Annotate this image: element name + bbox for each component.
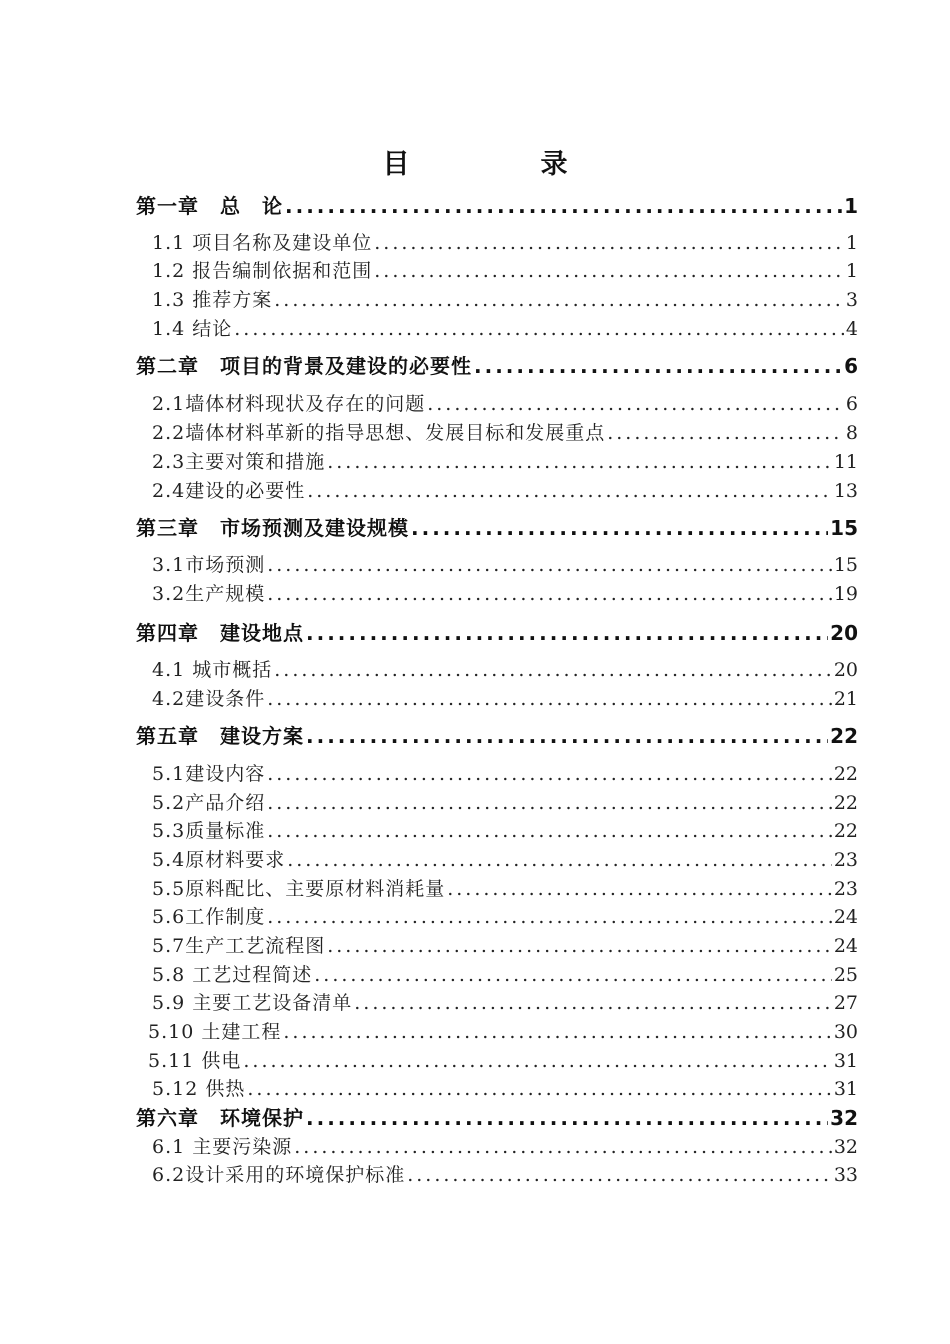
- toc-section-entry[interactable]: [152, 759, 858, 786]
- toc-chapter-entry[interactable]: [136, 1102, 858, 1131]
- toc-section-entry[interactable]: [152, 550, 858, 577]
- toc-entry-label: 5.8 工艺过程简述: [152, 964, 313, 986]
- toc-section-entry[interactable]: [152, 988, 858, 1015]
- dot-leader: [247, 1078, 831, 1100]
- toc-section-entry[interactable]: [152, 285, 858, 312]
- dot-leader: [307, 480, 832, 502]
- dot-leader: [267, 583, 832, 605]
- toc-entry-label: 5.7生产工艺流程图: [152, 935, 326, 957]
- dot-leader: [267, 688, 832, 710]
- toc-entry-label: 2.3主要对策和措施: [152, 451, 326, 473]
- dot-leader: [411, 516, 828, 540]
- toc-page-number: 24: [833, 906, 858, 928]
- dot-leader: [267, 906, 832, 928]
- toc-section-entry[interactable]: [152, 476, 858, 503]
- toc-section-entry[interactable]: [152, 655, 858, 682]
- toc-section-entry[interactable]: [152, 684, 858, 711]
- dot-leader: [274, 289, 844, 311]
- toc-entry-label: 2.1墙体材料现状及存在的问题: [152, 393, 426, 415]
- dot-leader: [374, 260, 844, 282]
- toc-page-number: 21: [833, 688, 858, 710]
- dot-leader: [285, 194, 842, 218]
- toc-page-number: 33: [833, 1164, 858, 1186]
- toc-entry-label: 2.4建设的必要性: [152, 480, 306, 502]
- toc-section-entry[interactable]: [152, 256, 858, 283]
- dot-leader: [474, 354, 842, 378]
- toc-entry-label: 1.3 推荐方案: [152, 289, 273, 311]
- toc-entry-label: 5.1建设内容: [152, 763, 266, 785]
- toc-section-entry[interactable]: [148, 1046, 858, 1073]
- toc-entry-label: 5.4原材料要求: [152, 849, 286, 871]
- dot-leader: [306, 621, 828, 645]
- toc-page-number: 13: [833, 480, 858, 502]
- toc-entry-label: 1.1 项目名称及建设单位: [152, 232, 373, 254]
- dot-leader: [607, 422, 844, 444]
- toc-entry-label: 5.12 供热: [152, 1078, 246, 1100]
- dot-leader: [267, 820, 832, 842]
- toc-section-entry[interactable]: [152, 931, 858, 958]
- dot-leader: [274, 659, 832, 681]
- toc-chapter-entry[interactable]: [136, 512, 858, 541]
- toc-title: 目 录: [382, 149, 620, 180]
- toc-entry-label: 5.10 土建工程: [148, 1021, 282, 1043]
- toc-section-entry[interactable]: [152, 1132, 858, 1159]
- toc-entry-label: 6.1 主要污染源: [152, 1136, 293, 1158]
- toc-page-number: 32: [830, 1106, 858, 1130]
- toc-entry-label: 5.5原料配比、主要原材料消耗量: [152, 878, 446, 900]
- toc-section-entry[interactable]: [148, 1017, 858, 1044]
- dot-leader: [327, 935, 832, 957]
- toc-chapter-entry[interactable]: [136, 720, 858, 749]
- dot-leader: [287, 849, 832, 871]
- dot-leader: [267, 792, 832, 814]
- toc-section-entry[interactable]: [152, 389, 858, 416]
- toc-page-number: 20: [833, 659, 858, 681]
- toc-page-number: 22: [833, 820, 858, 842]
- toc-page-number: 15: [830, 516, 858, 540]
- toc-page-number: 4: [845, 318, 858, 340]
- dot-leader: [374, 232, 844, 254]
- dot-leader: [234, 318, 844, 340]
- toc-page-number: 31: [833, 1078, 858, 1100]
- toc-page-number: 6: [845, 393, 858, 415]
- toc-page-number: 3: [845, 289, 858, 311]
- toc-page-number: 20: [830, 621, 858, 645]
- dot-leader: [294, 1136, 832, 1158]
- toc-chapter-entry[interactable]: [136, 190, 858, 219]
- toc-section-entry[interactable]: [152, 228, 858, 255]
- toc-page-number: 31: [833, 1050, 858, 1072]
- toc-page-number: 22: [833, 792, 858, 814]
- toc-page-number: 27: [833, 992, 858, 1014]
- dot-leader: [267, 763, 832, 785]
- toc-entry-label: 1.4 结论: [152, 318, 233, 340]
- toc-page-number: 11: [833, 451, 858, 473]
- toc-section-entry[interactable]: [152, 447, 858, 474]
- toc-section-entry[interactable]: [152, 788, 858, 815]
- toc-entry-label: 第六章 环境保护: [136, 1106, 304, 1130]
- toc-section-entry[interactable]: [152, 816, 858, 843]
- toc-entry-label: 第三章 市场预测及建设规模: [136, 516, 409, 540]
- dot-leader: [327, 451, 832, 473]
- toc-section-entry[interactable]: [152, 1160, 858, 1187]
- toc-page-number: 25: [833, 964, 858, 986]
- toc-page-number: 32: [833, 1136, 858, 1158]
- toc-entry-label: 2.2墙体材料革新的指导思想、发展目标和发展重点: [152, 422, 606, 444]
- toc-page-number: 30: [833, 1021, 858, 1043]
- toc-page-number: 1: [845, 232, 858, 254]
- toc-entry-label: 5.9 主要工艺设备清单: [152, 992, 353, 1014]
- toc-section-entry[interactable]: [152, 418, 858, 445]
- toc-section-entry[interactable]: [152, 874, 858, 901]
- toc-page-number: 6: [844, 354, 858, 378]
- toc-chapter-entry[interactable]: [136, 350, 858, 379]
- toc-section-entry[interactable]: [152, 579, 858, 606]
- toc-entry-label: 第五章 建设方案: [136, 724, 304, 748]
- toc-entry-label: 6.2设计采用的环境保护标准: [152, 1164, 406, 1186]
- toc-page-number: 23: [833, 878, 858, 900]
- toc-entry-label: 第四章 建设地点: [136, 621, 304, 645]
- dot-leader: [427, 393, 844, 415]
- toc-page-number: 1: [845, 260, 858, 282]
- toc-page-number: 1: [844, 194, 858, 218]
- toc-entry-label: 第二章 项目的背景及建设的必要性: [136, 354, 472, 378]
- dot-leader: [306, 724, 828, 748]
- toc-entry-label: 4.2建设条件: [152, 688, 266, 710]
- toc-entry-label: 第一章 总 论: [136, 194, 283, 218]
- toc-entry-label: 5.6工作制度: [152, 906, 266, 928]
- toc-page-number: 15: [833, 554, 858, 576]
- toc-page-number: 8: [845, 422, 858, 444]
- dot-leader: [314, 964, 832, 986]
- toc-page-number: 23: [833, 849, 858, 871]
- toc-page-number: 19: [833, 583, 858, 605]
- dot-leader: [267, 554, 832, 576]
- toc-entry-label: 5.3质量标准: [152, 820, 266, 842]
- toc-page-number: 22: [833, 763, 858, 785]
- toc-entry-label: 4.1 城市概括: [152, 659, 273, 681]
- toc-entry-label: 5.2产品介绍: [152, 792, 266, 814]
- toc-entry-label: 3.1市场预测: [152, 554, 266, 576]
- dot-leader: [407, 1164, 832, 1186]
- toc-entry-label: 5.11 供电: [148, 1050, 242, 1072]
- dot-leader: [283, 1021, 831, 1043]
- toc-section-entry[interactable]: [152, 902, 858, 929]
- dot-leader: [243, 1050, 831, 1072]
- toc-section-entry[interactable]: [152, 845, 858, 872]
- toc-entry-label: 3.2生产规模: [152, 583, 266, 605]
- toc-section-entry[interactable]: [152, 960, 858, 987]
- toc-page-number: 24: [833, 935, 858, 957]
- toc-entry-label: 1.2 报告编制依据和范围: [152, 260, 373, 282]
- toc-page-number: 22: [830, 724, 858, 748]
- dot-leader: [306, 1106, 828, 1130]
- toc-chapter-entry[interactable]: [136, 617, 858, 646]
- toc-section-entry[interactable]: [152, 1074, 858, 1101]
- toc-section-entry[interactable]: [152, 314, 858, 341]
- dot-leader: [354, 992, 832, 1014]
- dot-leader: [447, 878, 832, 900]
